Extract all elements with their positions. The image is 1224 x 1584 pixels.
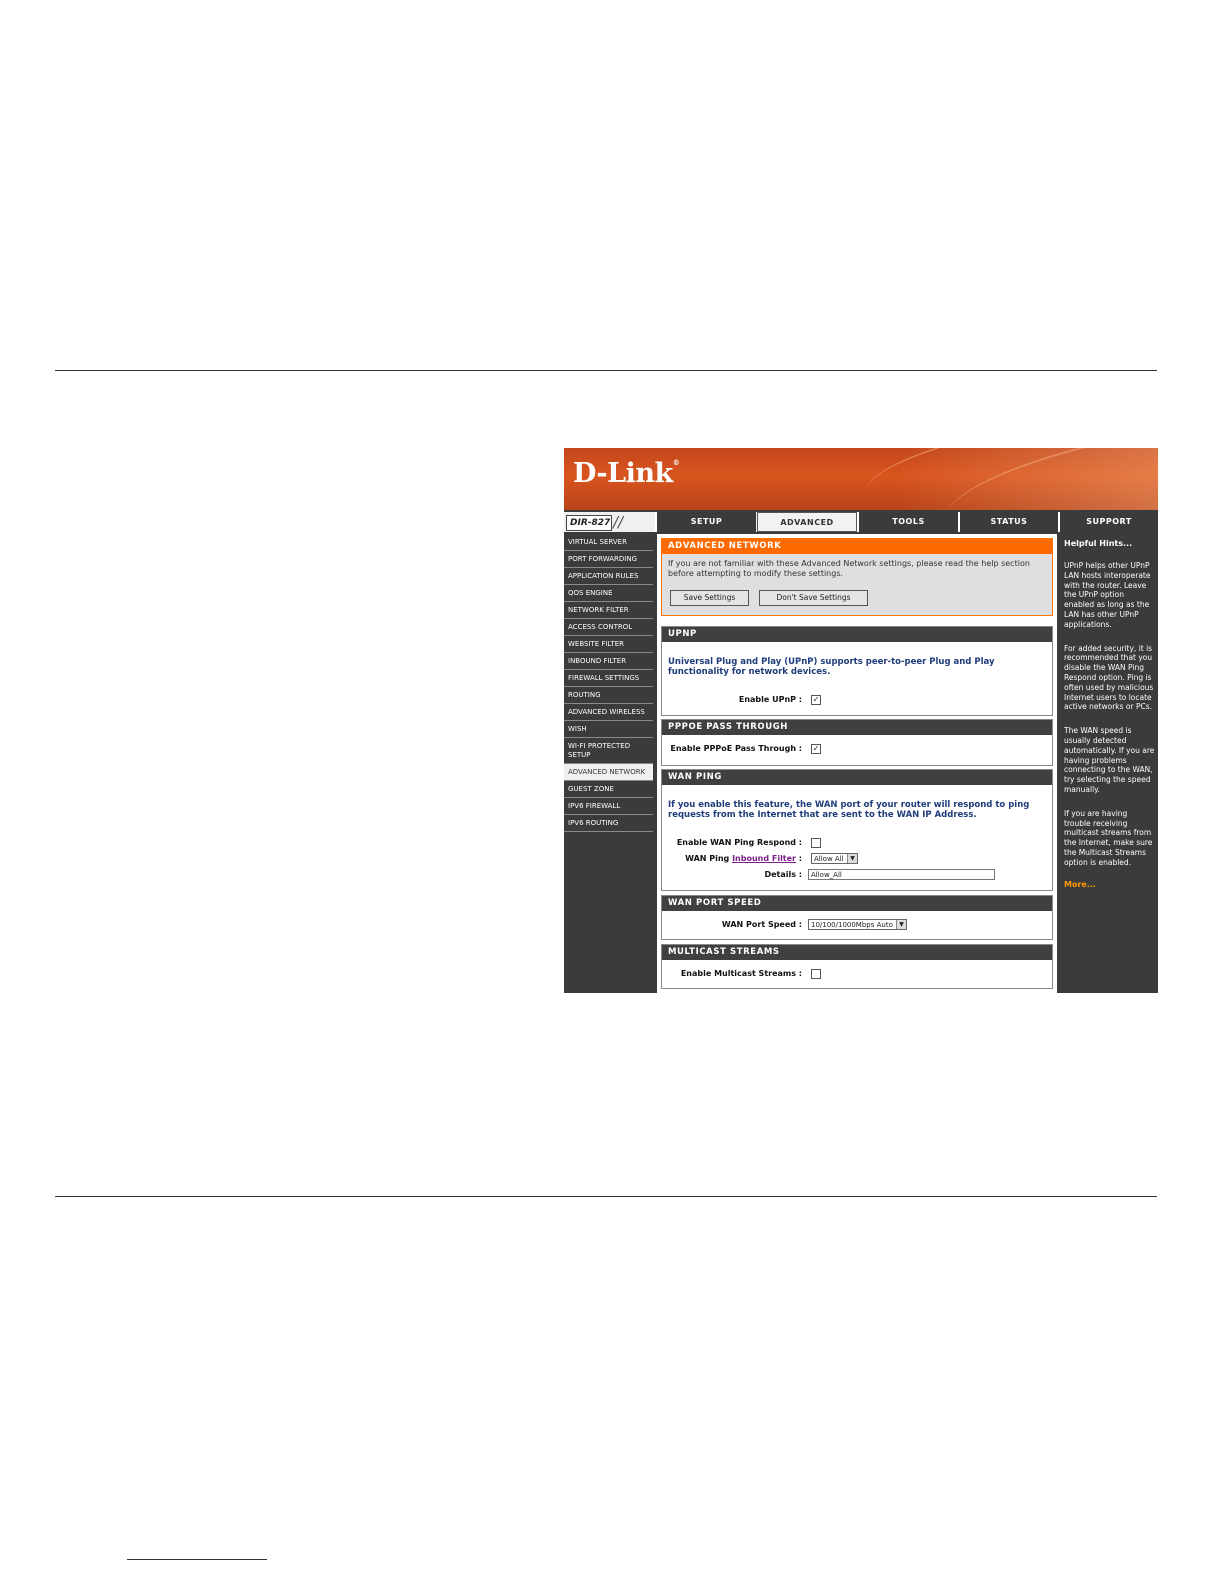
hints-title: Helpful Hints...: [1064, 539, 1133, 548]
sidebar-item-firewall-settings[interactable]: FIREWALL SETTINGS: [564, 670, 653, 687]
main-content: [657, 534, 1057, 993]
sidebar-item-qos-engine[interactable]: QOS ENGINE: [564, 585, 653, 602]
tab-advanced[interactable]: ADVANCED: [757, 512, 857, 532]
sidebar-item-wps[interactable]: WI-FI PROTECTED SETUP: [564, 738, 653, 764]
inbound-filter-link[interactable]: Inbound Filter: [732, 854, 797, 863]
panel-title: ADVANCED NETWORK: [662, 539, 1052, 554]
sidebar-item-advanced-network[interactable]: ADVANCED NETWORK: [564, 764, 653, 781]
tab-tools[interactable]: TOOLS: [857, 512, 958, 532]
sidebar-item-advanced-wireless[interactable]: ADVANCED WIRELESS: [564, 704, 653, 721]
enable-pppoe-checkbox[interactable]: ✓: [812, 744, 820, 753]
wan-port-speed-select[interactable]: 10/100/1000Mbps Auto ▼: [808, 919, 907, 930]
wan-port-speed-panel: [661, 895, 1053, 940]
enable-upnp-checkbox[interactable]: ✓: [812, 695, 820, 704]
multicast-checkbox[interactable]: [811, 969, 821, 979]
top-divider: [55, 370, 1157, 371]
details-field[interactable]: Allow_All: [808, 869, 995, 880]
dont-save-button[interactable]: Don't Save Settings: [759, 590, 868, 606]
tab-support[interactable]: SUPPORT: [1058, 512, 1158, 532]
chevron-down-icon: ▼: [847, 854, 857, 863]
footnote-rule: [127, 1559, 267, 1560]
panel-title: MULTICAST STREAMS: [662, 945, 1052, 960]
helpful-hints-panel: [1059, 534, 1158, 993]
hint-wan-ping: For added security, it is recommended that you disable the WAN Ping Respond option. Ping is often used by malicious Internet users to locate active networks or PCs.: [1064, 643, 1154, 712]
hint-upnp: UPnP helps other UPnP LAN hosts interoperate with the router. Leave the UPnP option enabled as long as the LAN has other UPnP applications.: [1064, 561, 1151, 629]
multicast-panel: [661, 944, 1053, 989]
panel-title: UPNP: [662, 627, 1052, 642]
sidebar-item-guest-zone[interactable]: GUEST ZONE: [564, 781, 653, 798]
sidebar-item-network-filter[interactable]: NETWORK FILTER: [564, 602, 653, 619]
top-nav: [564, 512, 1158, 532]
pppoe-panel: [661, 719, 1053, 766]
upnp-panel: [661, 626, 1053, 716]
header-banner: [564, 448, 1158, 510]
panel-title: PPPOE PASS THROUGH: [662, 720, 1052, 735]
dlink-logo: D-Link®: [573, 458, 680, 489]
enable-upnp-label: Enable UPnP :: [738, 695, 802, 704]
sidebar-item-ipv6-firewall[interactable]: IPV6 FIREWALL: [564, 798, 653, 815]
details-label: Details :: [764, 870, 802, 879]
hint-wan-speed: The WAN speed is usually detected automatically. If you are having problems connecting to the WAN, try selecting the speed manually.: [1064, 726, 1155, 794]
tab-setup[interactable]: SETUP: [655, 512, 756, 532]
bottom-divider: [55, 1196, 1157, 1197]
sidebar: [564, 534, 655, 993]
more-link[interactable]: More...: [1064, 879, 1096, 889]
sidebar-item-ipv6-routing[interactable]: IPV6 ROUTING: [564, 815, 653, 832]
panel-title: WAN PORT SPEED: [662, 896, 1052, 911]
intro-text: If you are not familiar with these Advanced Network settings, please read the help section before attempting to modify these settings.: [668, 559, 1030, 578]
sidebar-item-website-filter[interactable]: WEBSITE FILTER: [564, 636, 653, 653]
model-label: DIR-827: [566, 515, 612, 531]
panel-title: WAN PING: [662, 770, 1052, 785]
sidebar-item-port-forwarding[interactable]: PORT FORWARDING: [564, 551, 653, 568]
chevron-down-icon: ▼: [896, 920, 906, 929]
sidebar-item-application-rules[interactable]: APPLICATION RULES: [564, 568, 653, 585]
enable-pppoe-label: Enable PPPoE Pass Through :: [670, 744, 802, 753]
wan-port-speed-label: WAN Port Speed :: [721, 920, 802, 929]
sidebar-item-virtual-server[interactable]: VIRTUAL SERVER: [564, 534, 653, 551]
router-screenshot: [564, 448, 1158, 993]
save-button[interactable]: Save Settings: [670, 590, 749, 606]
advanced-network-panel: [661, 538, 1053, 616]
slashes-decoration: //: [613, 513, 624, 531]
hint-multicast: If you are having trouble receiving multicast streams from the Internet, make sure the Multicast Streams option is enabled.: [1064, 808, 1153, 867]
wan-ping-respond-label: Enable WAN Ping Respond :: [676, 838, 802, 847]
sidebar-item-routing[interactable]: ROUTING: [564, 687, 653, 704]
wan-ping-description: If you enable this feature, the WAN port of your router will respond to ping requests from the Internet that are sent to the WAN IP Address.: [668, 800, 1030, 820]
tab-status[interactable]: STATUS: [958, 512, 1058, 532]
sidebar-item-access-control[interactable]: ACCESS CONTROL: [564, 619, 653, 636]
sidebar-item-wish[interactable]: WISH: [564, 721, 653, 738]
sidebar-item-inbound-filter[interactable]: INBOUND FILTER: [564, 653, 653, 670]
multicast-label: Enable Multicast Streams :: [680, 969, 802, 978]
inbound-filter-label: WAN Ping Inbound Filter :: [685, 854, 802, 863]
wan-ping-respond-checkbox[interactable]: [811, 838, 821, 848]
wan-ping-panel: [661, 769, 1053, 891]
inbound-filter-select[interactable]: Allow All ▼: [811, 853, 858, 864]
upnp-description: Universal Plug and Play (UPnP) supports peer-to-peer Plug and Play functionality for network devices.: [668, 657, 995, 677]
